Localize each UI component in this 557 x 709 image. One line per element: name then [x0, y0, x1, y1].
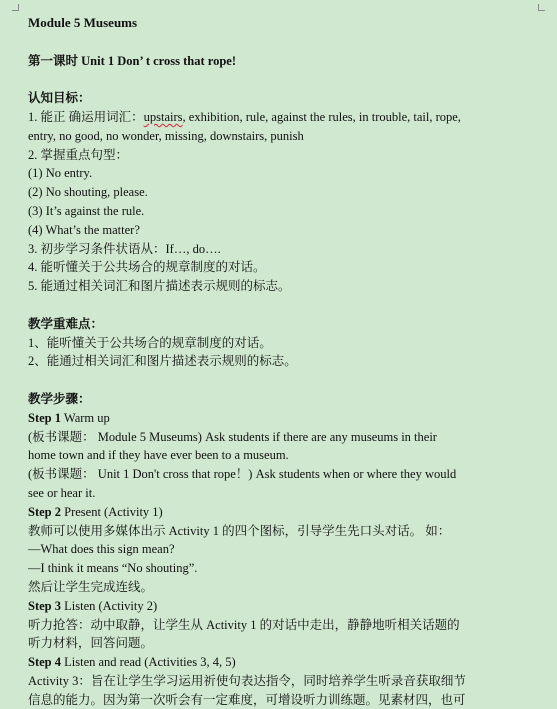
objective-item-1: 1. 能正 确运用词汇：upstairs, exhibition, rule, against the rules, in trouble, tail, rope, [28, 109, 461, 124]
step-2-heading: Step 2 Present (Activity 1) [28, 504, 163, 519]
objective-item-2: 2. 掌握重点句型： [28, 147, 129, 162]
spellcheck-word: upstairs [143, 109, 183, 124]
step-2-text: —What does this sign mean? [28, 542, 175, 557]
margin-corner-mark-left [12, 4, 19, 11]
objective-item-1-continued: entry, no good, no wonder, missing, downstairs, punish [28, 128, 304, 143]
step-1-text: (板书课题： Module 5 Museums) Ask students if there are any museums in their [28, 429, 437, 444]
sentence-pattern: (2) No shouting, please. [28, 185, 148, 200]
step-3-heading: Step 3 Listen (Activity 2) [28, 598, 158, 613]
step-4-text: 信息的能力。因为第一次听会有一定难度，可增设听力训练题。见素材四，也可 [28, 692, 466, 707]
key-point-item: 1、能听懂关于公共场合的规章制度的对话。 [28, 335, 272, 350]
key-point-item: 2、能通过相关词汇和图片描述表示规则的标志。 [28, 354, 297, 369]
module-title: Module 5 Museums [28, 15, 138, 30]
objective-item-3: 3. 初步学习条件状语从：If…, do…. [28, 241, 221, 256]
step-3-text: 听力材料，回答问题。 [28, 636, 154, 651]
step-2-text: —I think it means “No shouting”. [28, 561, 198, 576]
step-1-text: (板书课题： Unit 1 Don't cross that rope！) Ask students when or where they would [28, 467, 457, 482]
document-page [28, 14, 528, 709]
margin-corner-mark-right [538, 4, 545, 11]
step-2-text: 教师可以使用多媒体出示 Activity 1 的四个图标，引导学生先口头对话。 如： [28, 523, 451, 538]
step-4-text: Activity 3：旨在让学生学习运用祈使句表达指令，同时培养学生听录音获取细节 [28, 673, 466, 688]
key-points-heading: 教学重难点： [28, 316, 104, 331]
steps-heading: 教学步骤： [28, 391, 91, 406]
sentence-pattern: (3) It’s against the rule. [28, 203, 145, 218]
objective-item-5: 5. 能通过相关词汇和图片描述表示规则的标志。 [28, 279, 291, 294]
step-1-text: see or hear it. [28, 485, 96, 500]
objectives-heading: 认知目标： [28, 91, 91, 106]
step-4-heading: Step 4 Listen and read (Activities 3, 4, 5) [28, 655, 236, 670]
objective-item-4: 4. 能听懂关于公共场合的规章制度的对话。 [28, 260, 266, 275]
step-2-text: 然后让学生完成连线。 [28, 579, 154, 594]
step-1-text: home town and if they have ever been to a museum. [28, 448, 289, 463]
sentence-pattern: (1) No entry. [28, 166, 93, 181]
step-1-heading: Step 1 Warm up [28, 410, 110, 425]
step-3-text: 听力抢答：动中取静，让学生从 Activity 1 的对话中走出，静静地听相关话题的 [28, 617, 460, 632]
lesson-title: 第一课时 Unit 1 Don’ t cross that rope! [28, 53, 236, 68]
sentence-pattern: (4) What’s the matter? [28, 222, 140, 237]
